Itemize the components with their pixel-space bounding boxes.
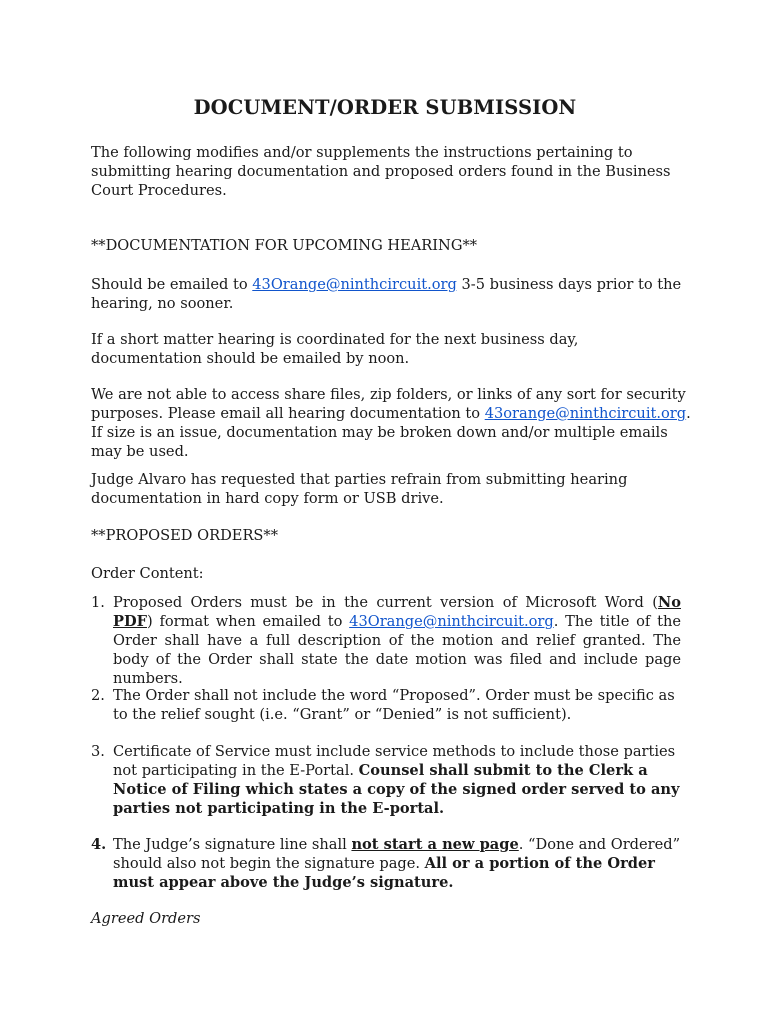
email-instructions-paragraph [91, 275, 691, 313]
hard-copy-paragraph: Judge Alvaro has requested that parties refrain from submitting hearing documentation in hard copy form or USB drive. [91, 471, 628, 507]
item-text: Certificate of Service must include service methods to include those parties not participating in the E-Portal. [113, 743, 676, 779]
list-number: 2. [91, 687, 105, 704]
list-item-4 [91, 835, 681, 892]
list-number: 3. [91, 743, 105, 760]
list-item-body [113, 742, 681, 818]
documentation-heading: **DOCUMENTATION FOR UPCOMING HEARING** [91, 237, 478, 254]
item-text: . “Done and Ordered” should also not begin the signature page. [113, 836, 681, 872]
new-page-emphasis: not start a new page [351, 836, 519, 853]
security-paragraph [91, 385, 691, 461]
item-text: The Judge’s signature line shall [113, 836, 352, 853]
item-text: . The title of the Order shall have a full description of the motion and relief granted. The body of the Order shall state the date motion was filed and include page numbers. [113, 613, 681, 687]
list-item-body [113, 593, 681, 688]
list-item-body [113, 835, 681, 892]
list-number: 4. [91, 836, 107, 853]
list-item-2 [91, 686, 681, 724]
notice-of-filing-emphasis: Counsel shall submit to the Clerk a Notice of Filing which states a copy of the signed order served to any parties not participating in the E-portal. [113, 762, 680, 817]
order-email-link[interactable]: 43Orange@ninthcircuit.org [349, 613, 554, 630]
list-item-1 [91, 593, 681, 688]
order-content-label: Order Content: [91, 565, 204, 582]
page-title: DOCUMENT/ORDER SUBMISSION [193, 96, 577, 119]
security-text-before: We are not able to access share files, zip folders, or links of any sort for security purposes. Please email all hearing documentation to [91, 386, 686, 422]
item-text: ) format when emailed to [147, 613, 350, 630]
no-pdf-emphasis: No PDF [113, 594, 681, 630]
email-instructions-text-before: Should be emailed to [91, 276, 253, 293]
email-instructions-text-after: 3-5 business days prior to the hearing, no sooner. [91, 276, 682, 312]
list-item-3 [91, 742, 681, 818]
short-matter-paragraph: If a short matter hearing is coordinated for the next business day, documentation should be emailed by noon. [91, 331, 579, 367]
list-number: 1. [91, 594, 105, 611]
item-text: Proposed Orders must be in the current version of Microsoft Word ( [113, 594, 658, 611]
proposed-orders-heading: **PROPOSED ORDERS** [91, 527, 279, 544]
email-link[interactable]: 43Orange@ninthcircuit.org [252, 276, 457, 293]
security-email-link[interactable]: 43orange@ninthcircuit.org [484, 405, 687, 422]
agreed-orders-heading: Agreed Orders [91, 910, 201, 927]
security-text-after: . If size is an issue, documentation may be broken down and/or multiple emails may be used. [91, 405, 691, 460]
intro-paragraph: The following modifies and/or supplements the instructions pertaining to submitting hearing documentation and proposed orders found in the Business Court Procedures. [91, 144, 671, 199]
list-item-body: The Order shall not include the word “Proposed”. Order must be specific as to the relief sought (i.e. “Grant” or “Denied” is not sufficient). [113, 687, 675, 723]
signature-emphasis: All or a portion of the Order must appear above the Judge’s signature. [113, 855, 655, 891]
